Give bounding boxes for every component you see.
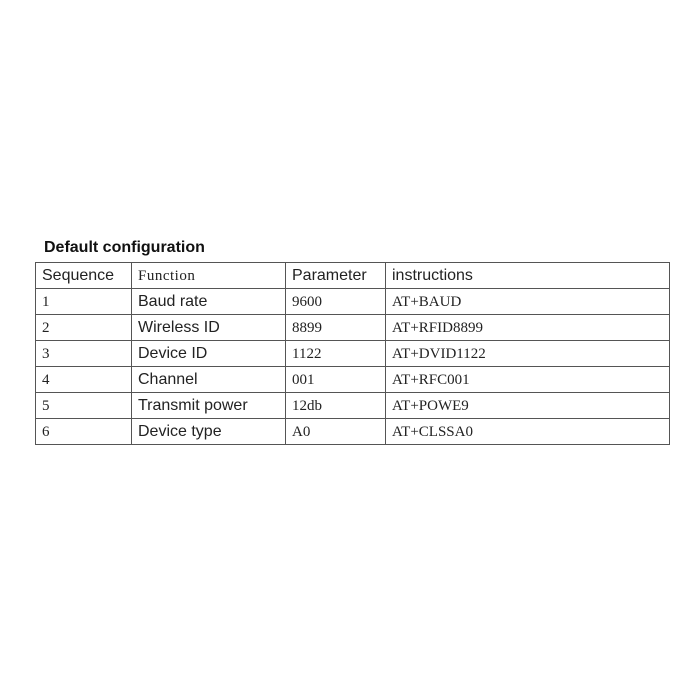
default-configuration-table bbox=[35, 262, 670, 445]
cell-instruction: AT+DVID1122 bbox=[386, 341, 670, 367]
cell-sequence: 3 bbox=[36, 341, 132, 367]
cell-function: Device type bbox=[132, 419, 286, 445]
cell-function: Device ID bbox=[132, 341, 286, 367]
header-function: Function bbox=[132, 263, 286, 289]
table-row bbox=[36, 341, 670, 367]
cell-parameter: A0 bbox=[286, 419, 386, 445]
cell-instruction: AT+POWE9 bbox=[386, 393, 670, 419]
cell-parameter: 1122 bbox=[286, 341, 386, 367]
cell-function: Baud rate bbox=[132, 289, 286, 315]
cell-instruction: AT+CLSSA0 bbox=[386, 419, 670, 445]
cell-function: Channel bbox=[132, 367, 286, 393]
page-title: Default configuration bbox=[44, 239, 205, 256]
header-parameter: Parameter bbox=[286, 263, 386, 289]
cell-instruction: AT+BAUD bbox=[386, 289, 670, 315]
cell-function: Wireless ID bbox=[132, 315, 286, 341]
cell-function: Transmit power bbox=[132, 393, 286, 419]
table-row bbox=[36, 289, 670, 315]
cell-sequence: 2 bbox=[36, 315, 132, 341]
header-instructions: instructions bbox=[386, 263, 670, 289]
cell-parameter: 12db bbox=[286, 393, 386, 419]
table-header-row bbox=[36, 263, 670, 289]
cell-parameter: 8899 bbox=[286, 315, 386, 341]
cell-sequence: 4 bbox=[36, 367, 132, 393]
cell-sequence: 6 bbox=[36, 419, 132, 445]
header-sequence: Sequence bbox=[36, 263, 132, 289]
table-row bbox=[36, 419, 670, 445]
table-row bbox=[36, 367, 670, 393]
cell-parameter: 9600 bbox=[286, 289, 386, 315]
cell-instruction: AT+RFID8899 bbox=[386, 315, 670, 341]
cell-sequence: 5 bbox=[36, 393, 132, 419]
cell-instruction: AT+RFC001 bbox=[386, 367, 670, 393]
table-row bbox=[36, 315, 670, 341]
cell-parameter: 001 bbox=[286, 367, 386, 393]
cell-sequence: 1 bbox=[36, 289, 132, 315]
table-row bbox=[36, 393, 670, 419]
